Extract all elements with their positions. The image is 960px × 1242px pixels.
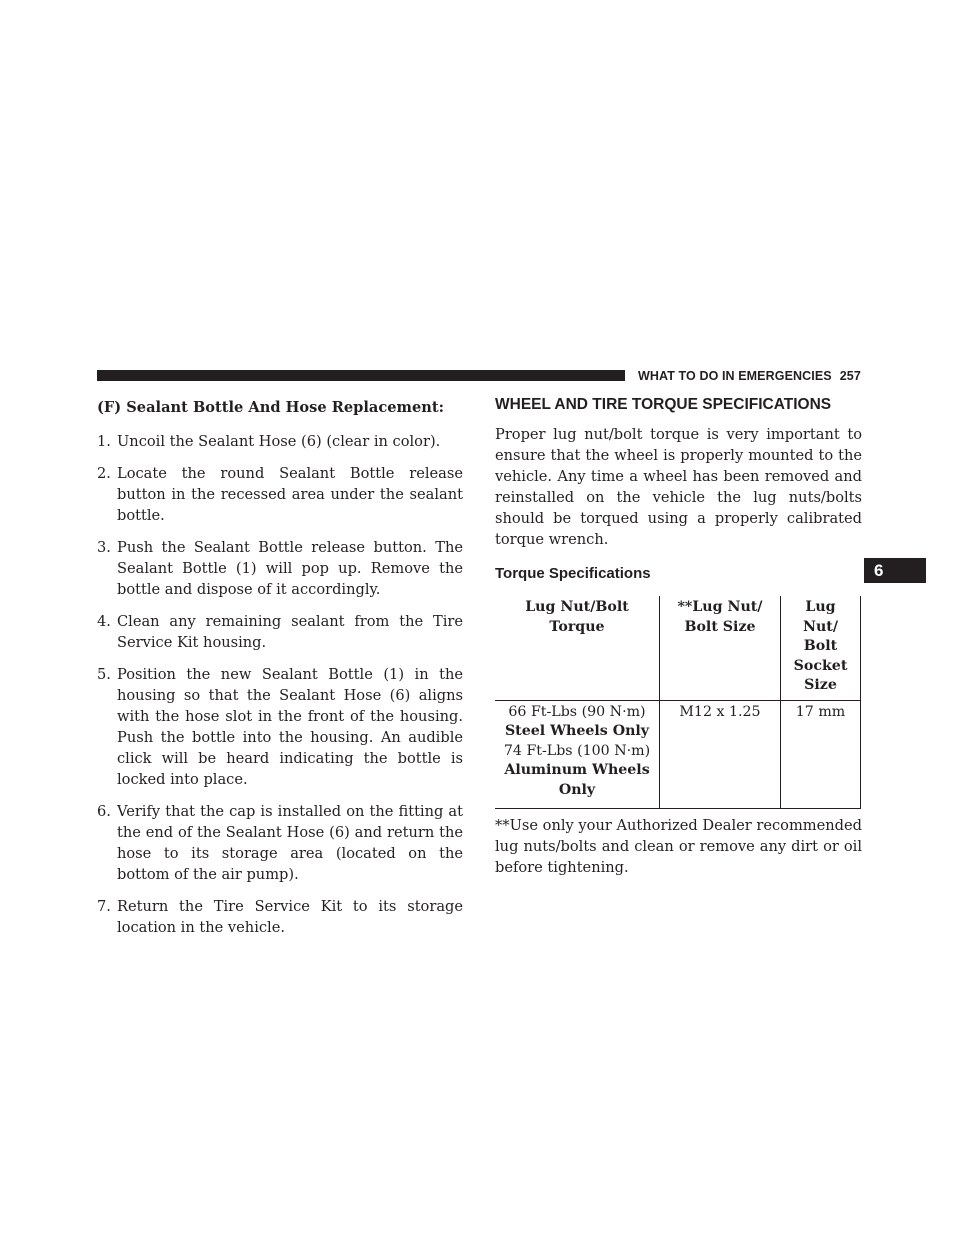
bolt-size-cell: M12 x 1.25 [660,700,781,809]
footnote: **Use only your Authorized Dealer recommended lug nuts/bolts and clean or remove any dirt or oil before tightening. [495,817,862,876]
page-number: 257 [839,369,861,383]
step-item: 4. Clean any remaining sealant from the Tire Service Kit housing. [97,613,463,651]
socket-size-cell: 17 mm [781,700,861,809]
col-header-bolt-size: **Lug Nut/ Bolt Size [660,596,781,700]
step-item: 5. Position the new Sealant Bottle (1) in the housing so that the Sealant Hose (6) aligns with the hose slot in the front of the housing. Push the bottle into the housing. An audible click will be heard indicating the bottle is locked into place. [97,666,463,788]
procedure-heading: (F) Sealant Bottle And Hose Replacement: [97,399,445,416]
left-column [97,397,463,949]
torque-cell: 66 Ft-Lbs (90 N·m) Steel Wheels Only 74 Ft-Lbs (100 N·m) Aluminum Wheels Only [495,700,660,809]
step-item: 7. Return the Tire Service Kit to its storage location in the vehicle. [97,898,463,936]
table-row [495,700,861,809]
chapter-tab: 6 [864,558,926,583]
step-item: 2. Locate the round Sealant Bottle release button in the recessed area under the sealant bottle. [97,465,463,524]
intro-paragraph: Proper lug nut/bolt torque is very important to ensure that the wheel is properly mounted to the vehicle. Any time a wheel has been removed and reinstalled on the vehicle the lug nuts/bolts should be torqued using a properly calibrated torque wrench. [495,426,862,548]
col-header-torque: Lug Nut/Bolt Torque [495,596,660,700]
section-heading: WHEEL AND TIRE TORQUE SPECIFICATIONS [495,396,832,413]
step-item: 3. Push the Sealant Bottle release button. The Sealant Bottle (1) will pop up. Remove the bottle and dispose of it accordingly. [97,539,463,598]
col-header-socket-size: Lug Nut/ Bolt Socket Size [781,596,861,700]
torque-table [495,596,861,809]
procedure-steps [97,431,463,938]
running-header [638,369,861,383]
table-subheading: Torque Specifications [495,565,651,582]
header-rule [97,370,625,381]
section-title: WHAT TO DO IN EMERGENCIES [638,369,832,383]
step-item: 1. Uncoil the Sealant Hose (6) (clear in color). [97,433,441,450]
right-column [495,394,862,878]
step-item: 6. Verify that the cap is installed on the fitting at the end of the Sealant Hose (6) and return the hose to its storage area (located on the bottom of the air pump). [97,803,463,883]
